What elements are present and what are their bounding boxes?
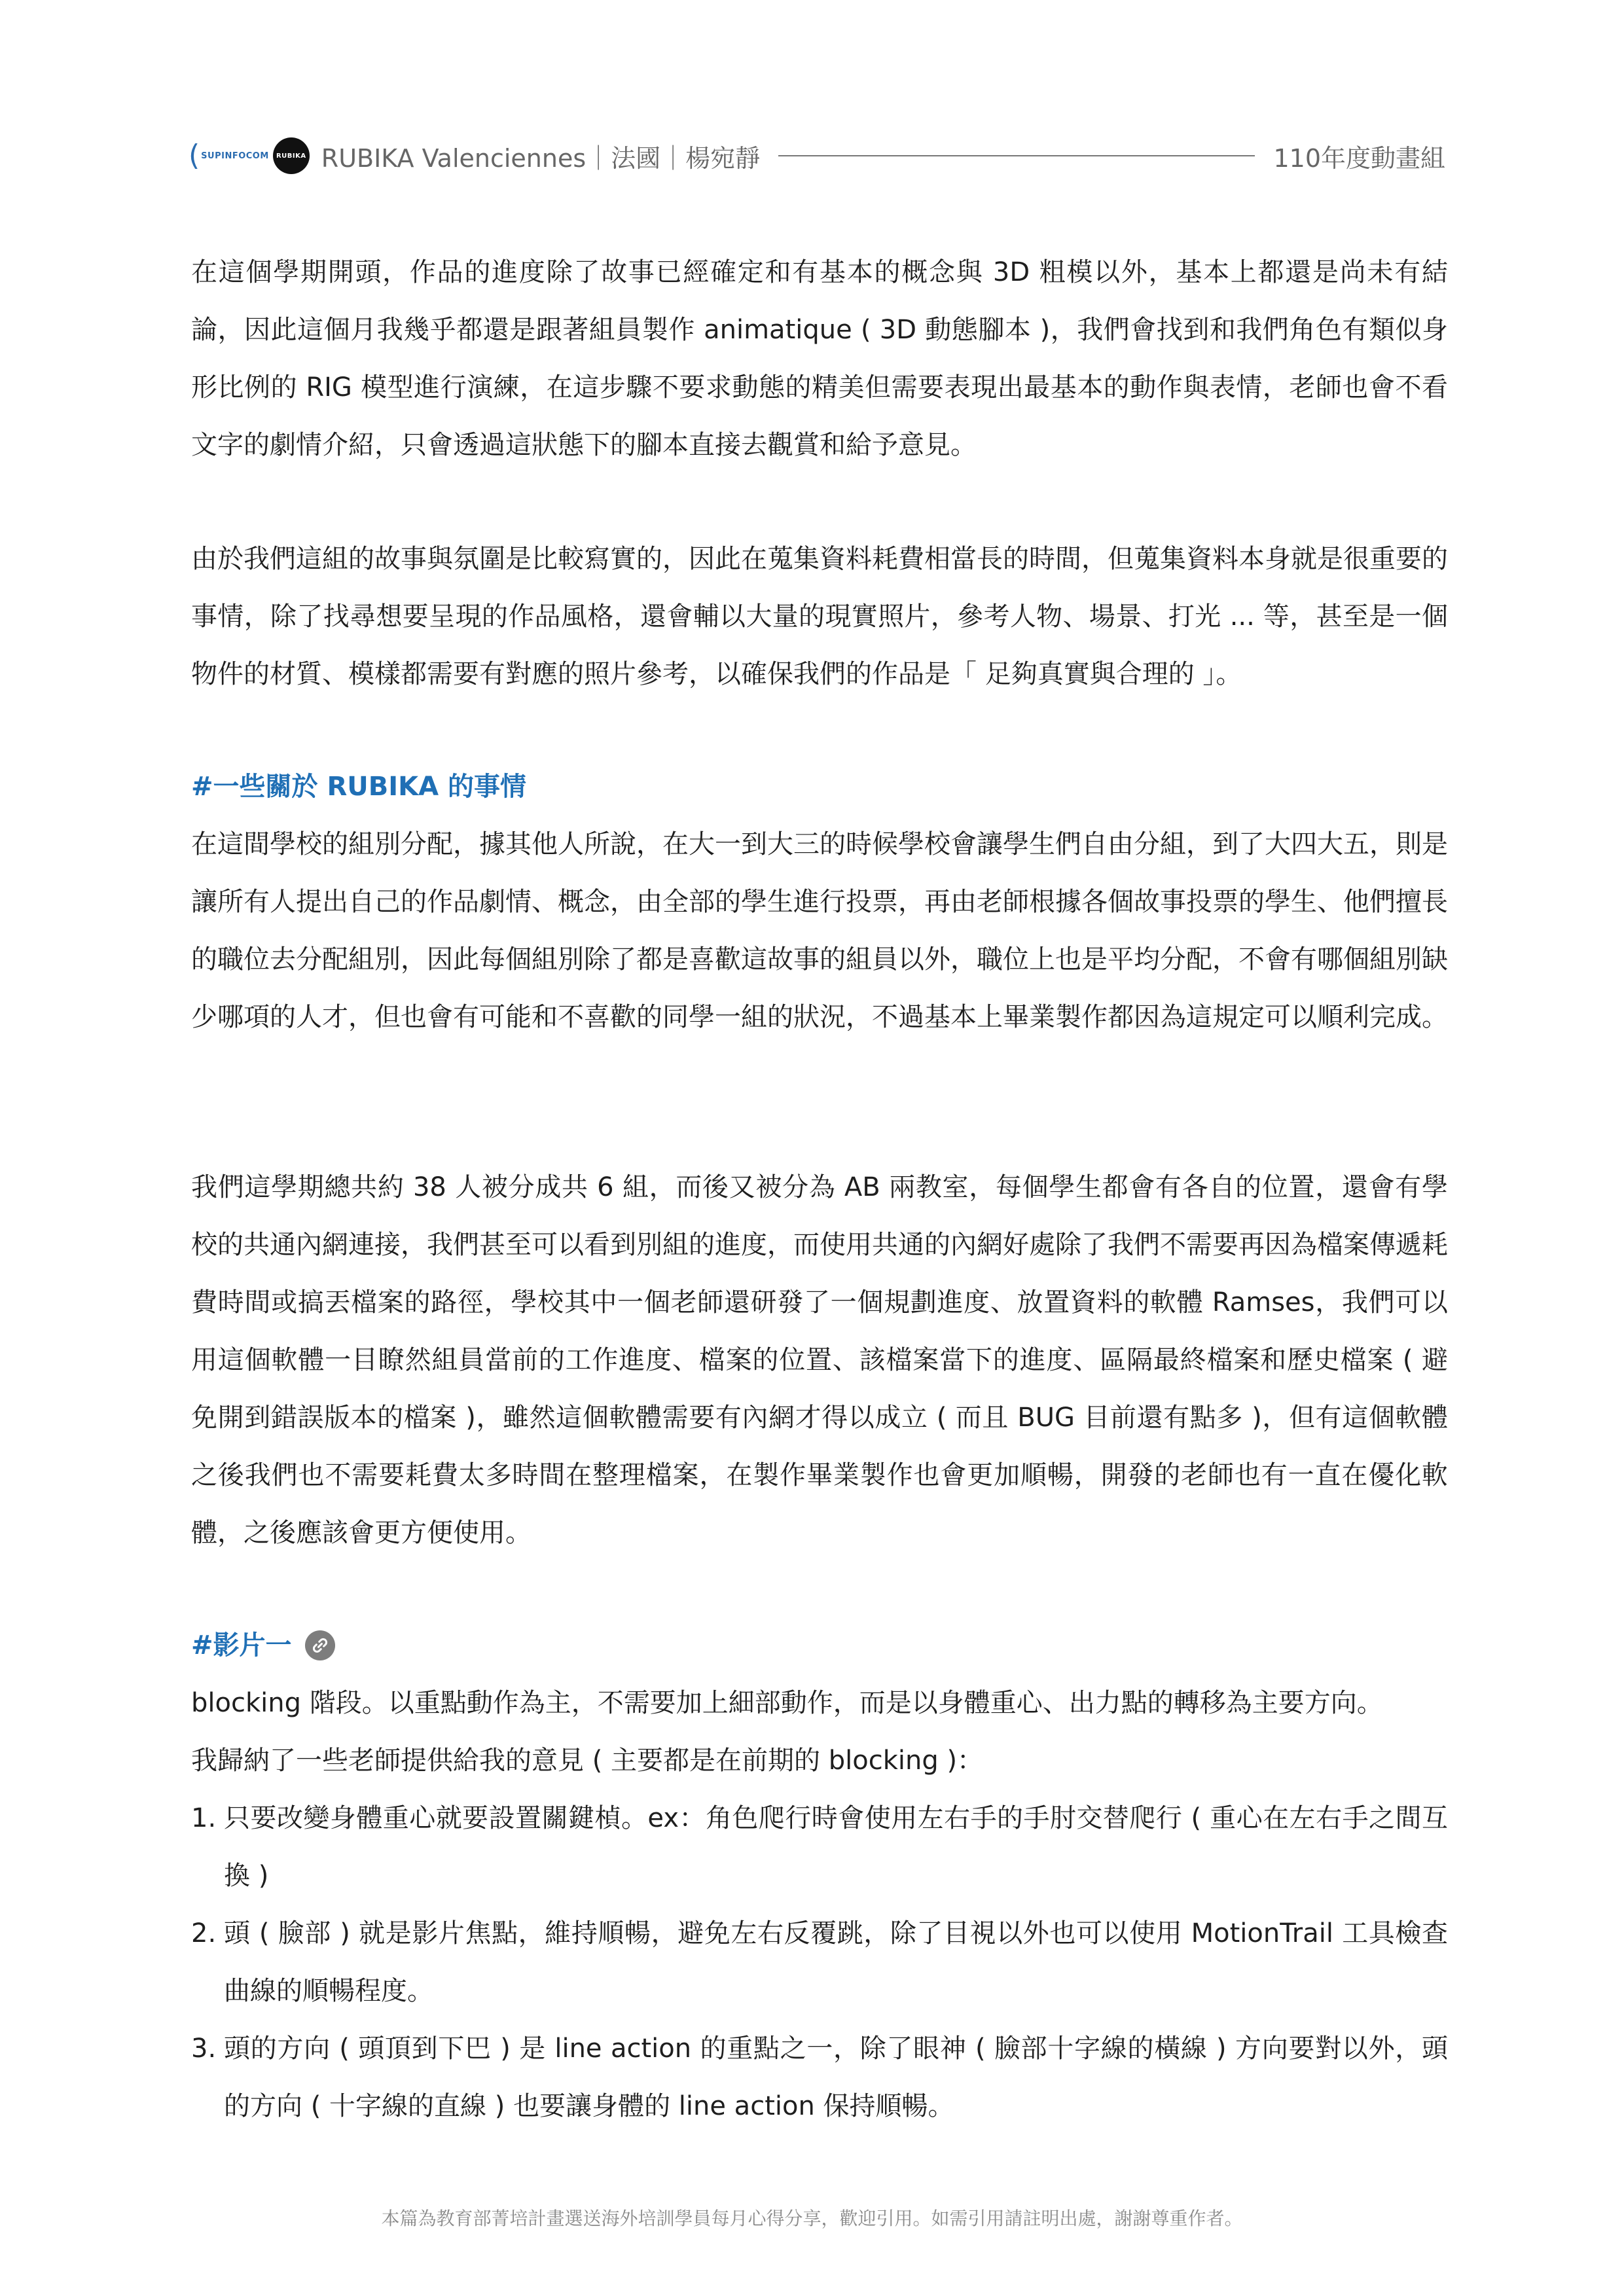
paragraph-3: 在這間學校的組別分配，據其他人所說，在大一到大三的時候學校會讓學生們自由分組，到了大四大五，則是讓所有人提出自己的作品劇情、概念，由全部的學生進行投票，再由老師根據各個故事投票的學生、他們擅長的職位去分配組別，因此每個組別除了都是喜歡這故事的組員以外，職位上也是平均分配，不會有哪個組別缺少哪項的人才，但也會有可能和不喜歡的同學一組的狀況，不過基本上畢業製作都因為這規定可以順利完成。 [191,829,1448,1032]
page-header [189,136,1445,175]
list-item-text: 頭 ( 臉部 ) 就是影片焦點，維持順暢，避免左右反覆跳，除了目視以外也可以使用 MotionTrail 工具檢查曲線的順暢程度。 [224,1918,1448,2006]
list-item [191,1789,1448,1905]
list-item-text: 頭的方向 ( 頭頂到下巴 ) 是 line action 的重點之一，除了眼神 ( 臉部十字線的橫線 ) 方向要對以外，頭的方向 ( 十字線的直線 ) 也要讓身體的 line action 保持順暢。 [224,2034,1448,2121]
section-title-video-1-text: #影片一 [191,1630,292,1660]
list-item-number: 1. [191,1803,217,1833]
list-item [191,2020,1448,2135]
paragraph-4: 我們這學期總共約 38 人被分成共 6 組，而後又被分為 AB 兩教室，每個學生都會有各自的位置，還會有學校的共通內網連接，我們甚至可以看到別組的進度，而使用共通的內網好處除了我們不需要再因為檔案傳遞耗費時間或搞丟檔案的路徑，學校其中一個老師還研發了一個規劃進度、放置資料的軟體 Ramses，我們可以用這個軟體一目瞭然組員當前的工作進度、檔案的位置、該檔案當下的進度、區隔最終檔案和歷史檔案 ( 避免開到錯誤版本的檔案 )，雖然這個軟體需要有內網才得以成立 ( 而且 BUG 目前還有點多 )，但有這個軟體之後我們也不需要耗費太多時間在整理檔案，在製作畢業製作也會更加順暢，開發的老師也有一直在優化軟體，之後應該會更方便使用。 [191,1172,1448,1548]
paragraph-1: 在這個學期開頭，作品的進度除了故事已經確定和有基本的概念與 3D 粗模以外，基本上都還是尚未有結論，因此這個月我幾乎都還是跟著組員製作 animatique ( 3D 動態腳本 )，我們會找到和我們角色有類似身形比例的 RIG 模型進行演練，在這步驟不要求動態的精美但需要表現出最基本的動作與表情，老師也會不看文字的劇情介紹，只會透過這狀態下的腳本直接去觀賞和給予意見。 [191,257,1448,460]
page-footer: 本篇為教育部菁培計畫選送海外培訓學員每月心得分享，歡迎引用。如需引用請註明出處，謝謝尊重作者。 [381,2208,1243,2229]
paragraph-block-2 [191,530,1448,703]
paragraph-6: 我歸納了一些老師提供給我的意見 ( 主要都是在前期的 blocking )： [191,1746,984,1776]
list-item-number: 2. [191,1918,217,1948]
list-item [191,1905,1448,2020]
section-rubika [191,758,1448,1046]
supinfocom-logo-text: SUPINFOCOM [201,151,269,161]
paragraph-block-4 [191,1158,1448,1562]
paragraph-5: blocking 階段。以重點動作為主，不需要加上細部動作，而是以身體重心、出力點的轉移為主要方向。 [191,1688,1383,1718]
paragraph-2: 由於我們這組的故事與氛圍是比較寫實的，因此在蒐集資料耗費相當長的時間，但蒐集資料本身就是很重要的事情，除了找尋想要呈現的作品風格，還會輔以大量的現實照片，參考人物、場景、打光 ... 等，甚至是一個物件的材質、模樣都需要有對應的照片參考，以確保我們的作品是「 足夠真實與合理的 」。 [191,544,1448,689]
link-icon-glyph [310,1636,330,1655]
advice-list [191,1789,1448,2135]
list-item-text: 只要改變身體重心就要設置關鍵楨。ex：角色爬行時會使用左右手的手肘交替爬行 ( 重心在左右手之間互換 ) [224,1803,1448,1891]
link-icon[interactable] [305,1630,335,1660]
header-divider [778,155,1255,156]
rubika-logo-text: RUBIKA [276,152,306,160]
header-category: 110年度動畫組 [1273,143,1445,173]
supinfocom-logo: ( SUPINFOCOM [189,139,269,172]
rubika-logo [273,137,310,174]
section-title-rubika [191,758,1448,816]
paragraph-block-1 [191,243,1448,474]
header-title: RUBIKA Valenciennes｜法國｜楊宛靜 [321,143,761,173]
section-video-1 [191,1617,1448,2135]
section-title-rubika-text: #一些關於 RUBIKA 的事情 [191,772,526,802]
list-item-number: 3. [191,2034,217,2064]
section-title-video-1 [191,1617,1448,1674]
